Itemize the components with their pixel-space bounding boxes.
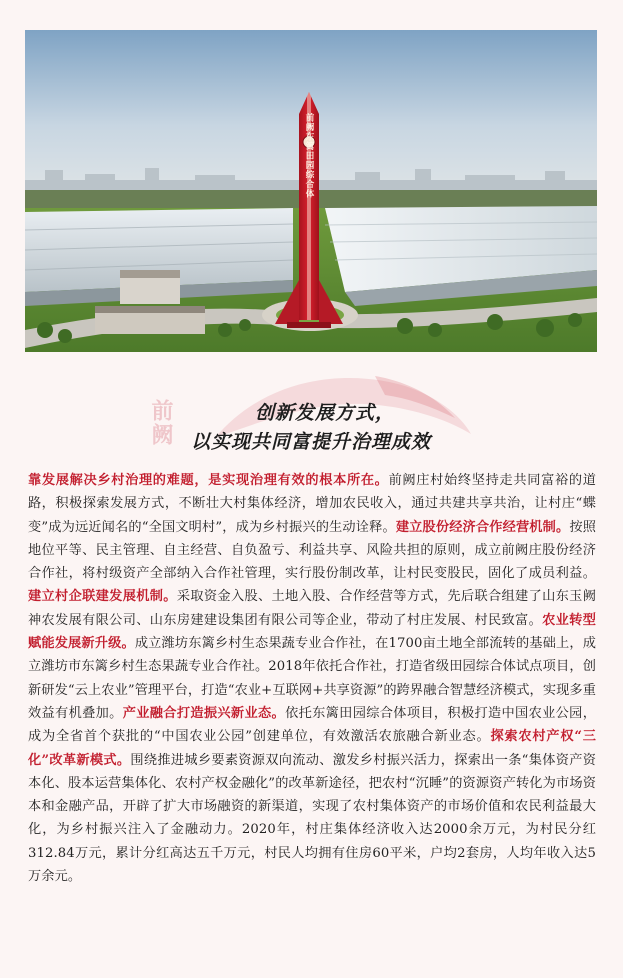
body-text-segment: 成立潍坊东篱乡村生态果蔬专业合作社，在1700亩土地全部流转的基础上，成立潍坊市东篱乡村生态果蔬专业合作社。2018年依托合作社，打造省级田园综合体试点项目，创新研发“云上农业”管理平台，打造“农业+互联网+共享资源”的跨界融合智慧经济模式，实现多重效益有机叠加。	[28, 636, 596, 721]
body-text-segment: 前阙庄村始终坚持走共同富裕的道路，积极探索发展方式，不断壮大村集体经济，增加农民收入，通过共建共享共治，让村庄“蝶变”成为远近闻名的“全国文明村”，成为乡村振兴的生动诠释。	[28, 473, 596, 535]
seal-watermark: 前阙	[148, 399, 174, 447]
heading-line-2: 以实现共同富提升治理成效	[190, 431, 431, 453]
highlight-text: 产业融合打造振兴新业态。	[122, 705, 286, 721]
section-heading	[25, 362, 597, 457]
tower-lettering: 前阙东篱田园综合体	[304, 113, 314, 199]
aerial-photo	[25, 30, 597, 352]
highlight-text: 建立股份经济合作经营机制。	[395, 519, 570, 535]
body-text-segment: 依托东篱田园综合体项目，积极打造中国农业公园，成为全省首个获批的“中国农业公园”创建单位，有效激活农旅融合新业态。	[28, 705, 596, 745]
body-text-segment: 采取资金入股、土地入股、合作经营等方式，先后联合组建了山东玉阙神农发展有限公司、山东房建建设集团有限公司等企业，带动了村庄发展、村民致富。	[28, 589, 596, 628]
body-paragraph	[28, 469, 596, 888]
heading-line-1: 创新发展方式，	[254, 402, 395, 424]
body-text-segment: 按照地位平等、民主管理、自主经营、自负盈亏、利益共享、风险共担的原则，成立前阙庄股份经济合作社，将村级资产全部纳入合作社管理，实行股份制改革，让村民变股民，固化了成员利益。	[28, 519, 596, 582]
highlight-text: 建立村企联建发展机制。	[28, 589, 177, 605]
body-text-segment: 围绕推进城乡要素资源双向流动、激发乡村振兴活力，探索出一条“集体资产资本化、股本运营集体化、农村产权金融化”的改革新途径，把农村“沉睡”的资源资产转化为市场资本和金融产品，开辟了扩大市场融资的新渠道，实现了农村集体资产的市场价值和农民利益最大化，为乡村振兴注入了金融动力。2020年，村庄集体经济收入达2000余万元，为村民分红312.84万元，累计分红高达五千万元，村民人均拥有住房60平米，户均2套房，人均年收入达5万余元。	[28, 752, 596, 885]
highlight-text: 靠发展解决乡村治理的难题，是实现治理有效的根本所在。	[28, 473, 389, 488]
highlight-text: 探索农村产权“三化”改革新模式。	[28, 729, 596, 768]
highlight-text: 农业转型赋能发展新升级。	[28, 612, 597, 652]
